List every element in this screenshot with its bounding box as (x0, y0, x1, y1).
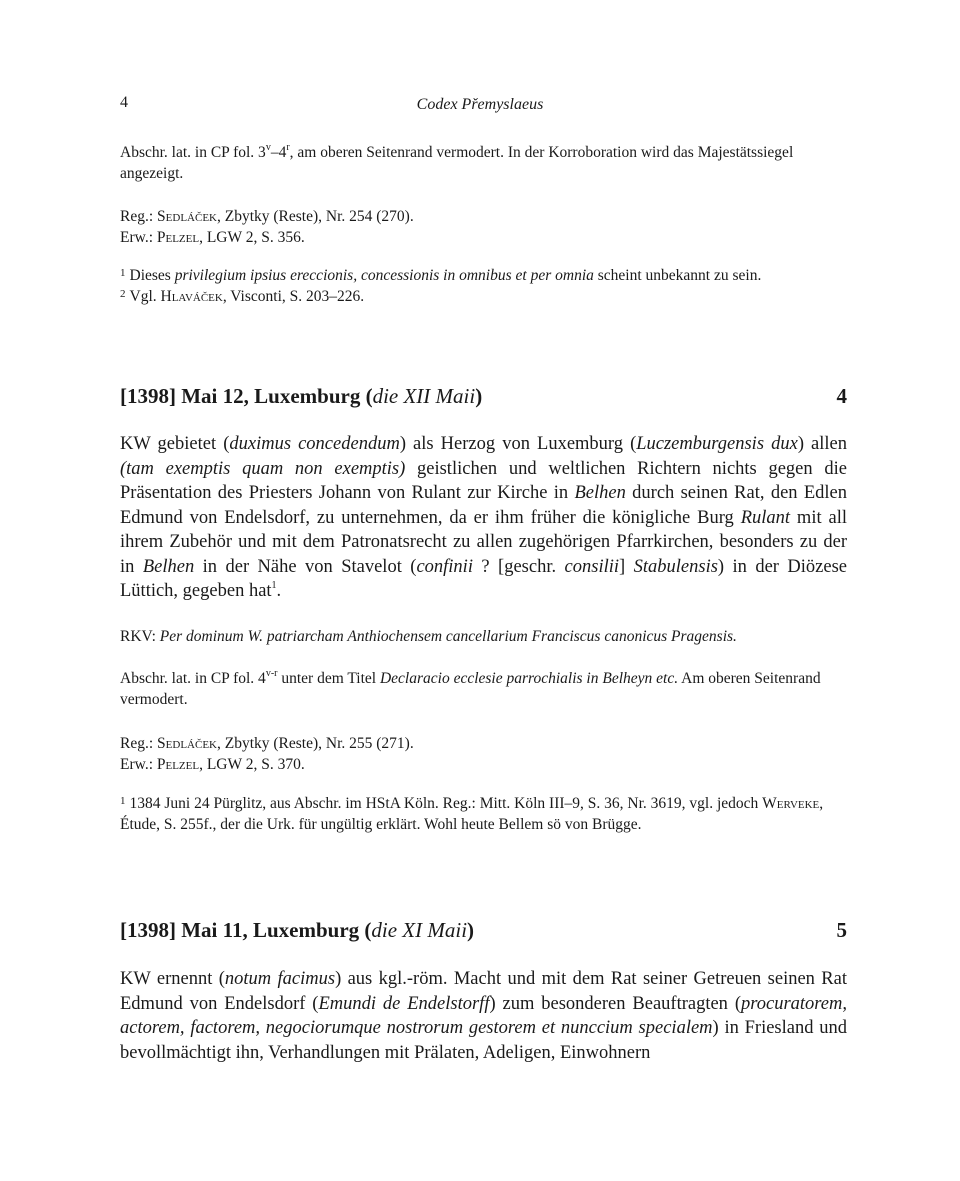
entry-5-regest: KW ernennt (notum facimus) aus kgl.-röm. Macht und mit dem Rat seiner Getreuen seinen Rat Edmund von Endelsdorf (Emundi de Endelstorff) zum besonderen Beauftragten (procuratorem, actorem, factorem, negociorumque nostrorum gestorem et nunccium specialem) in Friesland und bevollmächtigt ihn, Verhandlungen mit Prälaten, Adeligen, Einwohnern (120, 969, 848, 1063)
entry-5-heading: [1398] Mai 11, Luxemburg (die XI Maii) (120, 918, 475, 942)
running-title: Codex Přemyslaeus (416, 96, 544, 113)
reg-erw-4 (120, 733, 847, 775)
reg-line: Reg.: Sedláček, Zbytky (Reste), Nr. 255 (271). (120, 735, 414, 752)
entry-4-title (120, 384, 847, 409)
erw-line: Erw.: Pelzel, LGW 2, S. 356. (120, 229, 305, 246)
footnotes-3 (120, 265, 847, 307)
page-number: 4 (120, 94, 128, 111)
reg-line: Reg.: Sedláček, Zbytky (Reste), Nr. 254 (270). (120, 208, 414, 225)
entry-4-number: 4 (836, 384, 847, 408)
footnote-1: $^1$ Dieses privilegium ipsius ereccionis, concessionis in omnibus et per omnia scheint unbekannt zu sein. (120, 267, 762, 284)
reg-erw-3 (120, 206, 847, 248)
entry-5-title (120, 918, 847, 943)
entry-5-number: 5 (836, 918, 847, 942)
footnote-4-1: $^1$ 1384 Juni 24 Pürglitz, aus Abschr. im HStA Köln. Reg.: Mitt. Köln III–9, S. 36, Nr. 3619, vgl. jedoch Werveke, Étude, S. 255f., der die Urk. für ungültig erklärt. Wohl heute Bellem sö von Brügge. (120, 795, 824, 833)
footnote-2: $^2$ Vgl. Hlaváček, Visconti, S. 203–226. (120, 288, 365, 305)
entry-4-rkv: RKV: Per dominum W. patriarcham Anthiochensem cancellarium Franciscus canonicus Pragensis. (120, 628, 737, 645)
erw-line: Erw.: Pelzel, LGW 2, S. 370. (120, 756, 305, 773)
entry-4-abschr: Abschr. lat. in CP fol. 4$^{v-r}$ unter dem Titel Declaracio ecclesie parrochialis in Belheyn etc. Am oberen Seitenrand vermodert. (120, 667, 821, 708)
entry-4-regest: KW gebietet (duximus concedendum) als Herzog von Luxemburg (Luczemburgensis dux) allen (tam exemptis quam non exemptis) geistlichen und weltlichen Richtern nichts gegen die Präsentation des Priesters Johann von Rulant zur Kirche in Belhen durch seinen Rat, den Edlen Edmund von Endelsdorf, zu unternehmen, da er ihm früher die königliche Burg Rulant mit all ihrem Zubehör und mit dem Patronatsrecht zu allen zugehörigen Pfarrkirchen, besonders zu der in Belhen in der Nähe von Stavelot (confinii ? [geschr. consilii] Stabulensis) in der Diözese Lüttich, gegeben hat$^1$. (120, 434, 848, 601)
entry-4-heading: [1398] Mai 12, Luxemburg (die XII Maii) (120, 384, 483, 408)
abschr-note-3: Abschr. lat. in CP fol. 3$^v$–4$^r$, am oberen Seitenrand vermodert. In der Korroboration wird das Majestätssiegel angezeigt. (120, 141, 794, 182)
